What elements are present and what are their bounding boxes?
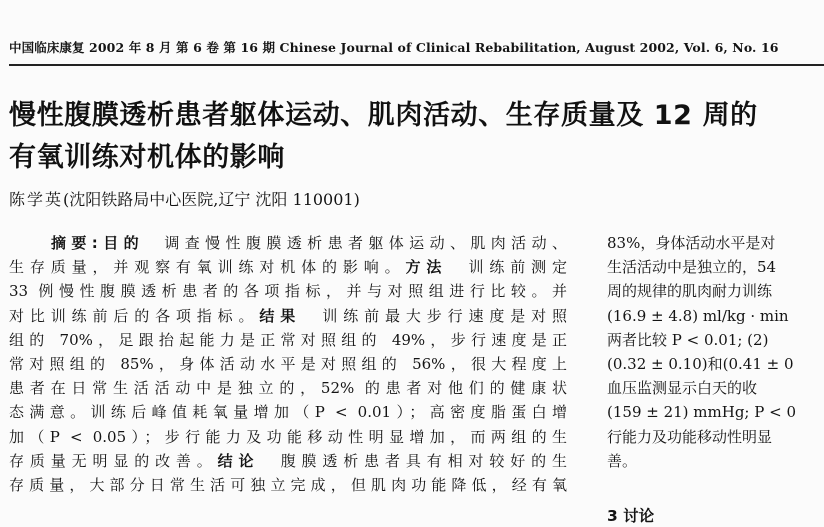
right-column bbox=[607, 231, 824, 473]
header-rule bbox=[9, 64, 824, 66]
author-name: 陈学英 bbox=[9, 190, 64, 209]
section-heading-discussion: 3 讨论 bbox=[607, 507, 655, 525]
author-affiliation: (沈阳铁路局中心医院,辽宁 沈阳 110001) bbox=[63, 190, 360, 209]
abstract-line: 组的 70%，足跟抬起能力是正常对照组的 49%，步行速度是正 bbox=[9, 330, 567, 349]
right-line: (159 ± 21) mmHg; P < 0 bbox=[607, 403, 796, 422]
abstract-label: 摘要: bbox=[51, 234, 98, 252]
abstract-line: 加（P < 0.05）；步行能力及功能移动性明显增加，而两组的生 bbox=[9, 427, 567, 446]
right-line: 行能力及功能移动性明显 bbox=[607, 427, 773, 446]
abstract-line: 对比训练前后的各项指标。结果 训练前最大步行速度是对照 bbox=[9, 306, 567, 325]
article-title-line-2: 有氧训练对机体的影响 bbox=[9, 142, 285, 173]
abstract-line: 常对照组的 85%，身体活动水平是对照组的 56%，很大程度上 bbox=[9, 354, 567, 373]
abstract-line: 存质量无明显的改善。结论 腹膜透析患者具有相对较好的生 bbox=[9, 451, 567, 470]
right-line: 善。 bbox=[607, 451, 638, 470]
abstract-line: 33 例慢性腹膜透析患者的各项指标，并与对照组进行比较。并 bbox=[9, 282, 567, 301]
objective-label: 目的 bbox=[97, 234, 145, 252]
right-line: 周的规律的肌肉耐力训练 bbox=[607, 282, 773, 301]
conclusion-label: 结论 bbox=[217, 451, 260, 470]
author-line bbox=[9, 187, 360, 210]
results-label: 结果 bbox=[259, 306, 302, 325]
abstract-line: 患者在日常生活活动中是独立的，52% 的患者对他们的健康状 bbox=[9, 379, 567, 398]
right-line: 生活活动中是独立的，54 bbox=[607, 258, 777, 277]
right-line: (0.32 ± 0.10)和(0.41 ± 0 bbox=[607, 354, 794, 373]
abstract-column bbox=[9, 231, 567, 497]
right-line: 血压监测显示白天的收 bbox=[607, 379, 758, 398]
abstract-line: 摘要:目的 调查慢性腹膜透析患者躯体运动、肌肉活动、 bbox=[51, 234, 567, 252]
abstract-line: 态满意。训练后峰值耗氧量增加（P < 0.01）；高密度脂蛋白增 bbox=[9, 403, 567, 422]
abstract-line: 存质量，大部分日常生活可独立完成，但肌肉功能降低，经有氧 bbox=[9, 475, 567, 494]
right-line: 两者比较 P < 0.01; (2) bbox=[607, 330, 769, 349]
right-line: (16.9 ± 4.8) ml/kg · min bbox=[607, 306, 789, 325]
article-title-line-1: 慢性腹膜透析患者躯体运动、肌肉活动、生存质量及 12 周的 bbox=[9, 100, 758, 131]
methods-label: 方法 bbox=[405, 258, 448, 277]
journal-header: 中国临床康复 2002 年 8 月 第 6 卷 第 16 期 Chinese Journal of Clinical Rebabilitation, August 2002, Vol. 6, No. 16 bbox=[9, 40, 779, 55]
abstract-line: 生存质量，并观察有氧训练对机体的影响。方法 训练前测定 bbox=[9, 258, 567, 277]
right-line: 83%，身体活动水平是对 bbox=[607, 234, 776, 252]
